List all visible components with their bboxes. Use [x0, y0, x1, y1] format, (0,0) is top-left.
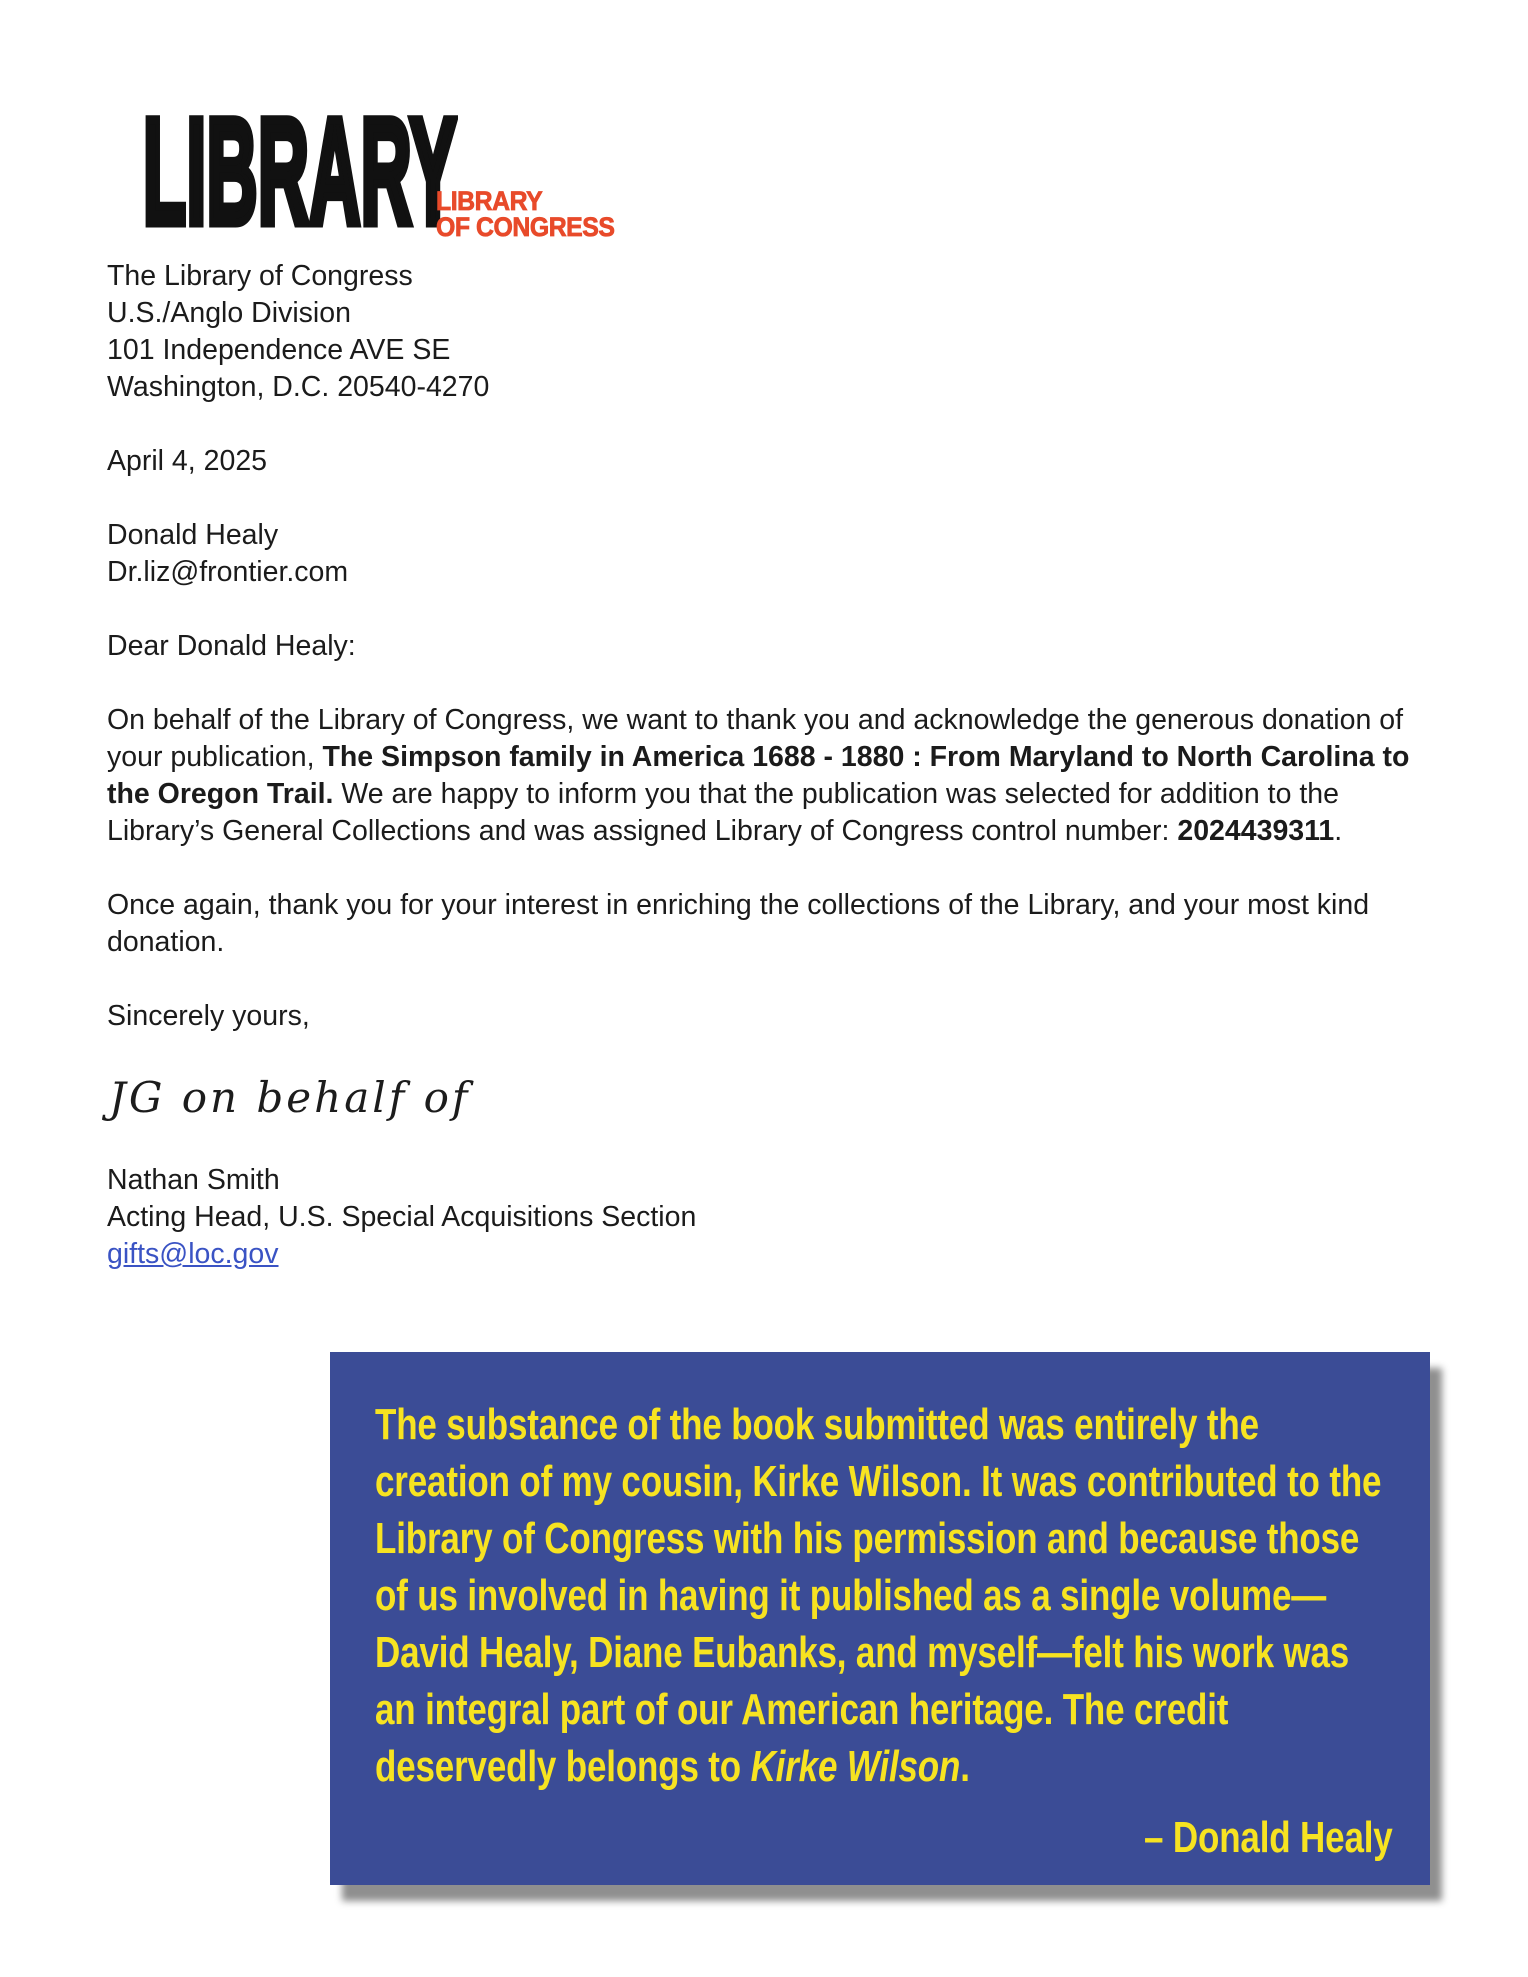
valediction: Sincerely yours, — [107, 1000, 310, 1032]
loc-logo-tagline-line2: OF CONGRESS — [436, 212, 615, 242]
para1-text-middle: We are happy to inform you that the publication was selected for addition to the Library’s General Collections and was assigned Library of Congress control number: — [107, 778, 1339, 847]
para1-text-after: . — [1334, 815, 1343, 847]
recipient-email: Dr.liz@frontier.com — [107, 556, 349, 588]
donor-note-box — [330, 1352, 1430, 1885]
letter-content — [107, 258, 1437, 1310]
signer-block — [107, 1162, 1437, 1273]
sender-city: Washington, D.C. 20540-4270 — [107, 371, 490, 403]
signer-name: Nathan Smith — [107, 1164, 280, 1196]
loc-logo-wordmark: LIBRARY — [143, 87, 458, 255]
sender-address-block — [107, 258, 1437, 406]
donor-note-text — [375, 1396, 1393, 1866]
note-text-before: The substance of the book submitted was entirely the creation of my cousin, Kirke Wilson. It was contributed to the Library of Congress with his permission and because those of us involved in having it published as a single volume—David Healy, Diane Eubanks, and myself—felt his work was an integral part of our American heritage. The credit deservedly belongs to — [375, 1400, 1382, 1791]
salutation: Dear Donald Healy: — [107, 630, 356, 662]
recipient-block — [107, 517, 1437, 591]
body-paragraph-1 — [107, 702, 1437, 850]
sender-street: 101 Independence AVE SE — [107, 334, 451, 366]
control-number: 2024439311 — [1177, 815, 1335, 847]
body-paragraph-2: Once again, thank you for your interest in enriching the collections of the Library, and your most kind donation. — [107, 889, 1370, 958]
loc-logo-tagline — [436, 188, 615, 240]
loc-logo-tagline-line1: LIBRARY — [436, 186, 543, 216]
signature-script: JG on behalf of — [109, 1073, 471, 1122]
sender-division: U.S./Anglo Division — [107, 297, 351, 329]
note-emphasized-name: Kirke Wilson — [750, 1742, 961, 1791]
signer-title: Acting Head, U.S. Special Acquisitions Section — [107, 1201, 697, 1233]
loc-logo — [143, 87, 643, 255]
note-text-after: . — [960, 1742, 970, 1791]
publication-title: The Simpson family in America 1688 - 1880 : From Maryland to North Carolina to the Oregon Trail. — [107, 741, 1410, 810]
donor-note-attribution: – Donald Healy — [1144, 1813, 1393, 1862]
recipient-name: Donald Healy — [107, 519, 279, 551]
letter-date: April 4, 2025 — [107, 445, 268, 477]
signer-email-link[interactable]: gifts@loc.gov — [107, 1238, 279, 1270]
para1-text-before: On behalf of the Library of Congress, we want to thank you and acknowledge the generous donation of your publication, — [107, 704, 1404, 773]
sender-org: The Library of Congress — [107, 260, 413, 292]
